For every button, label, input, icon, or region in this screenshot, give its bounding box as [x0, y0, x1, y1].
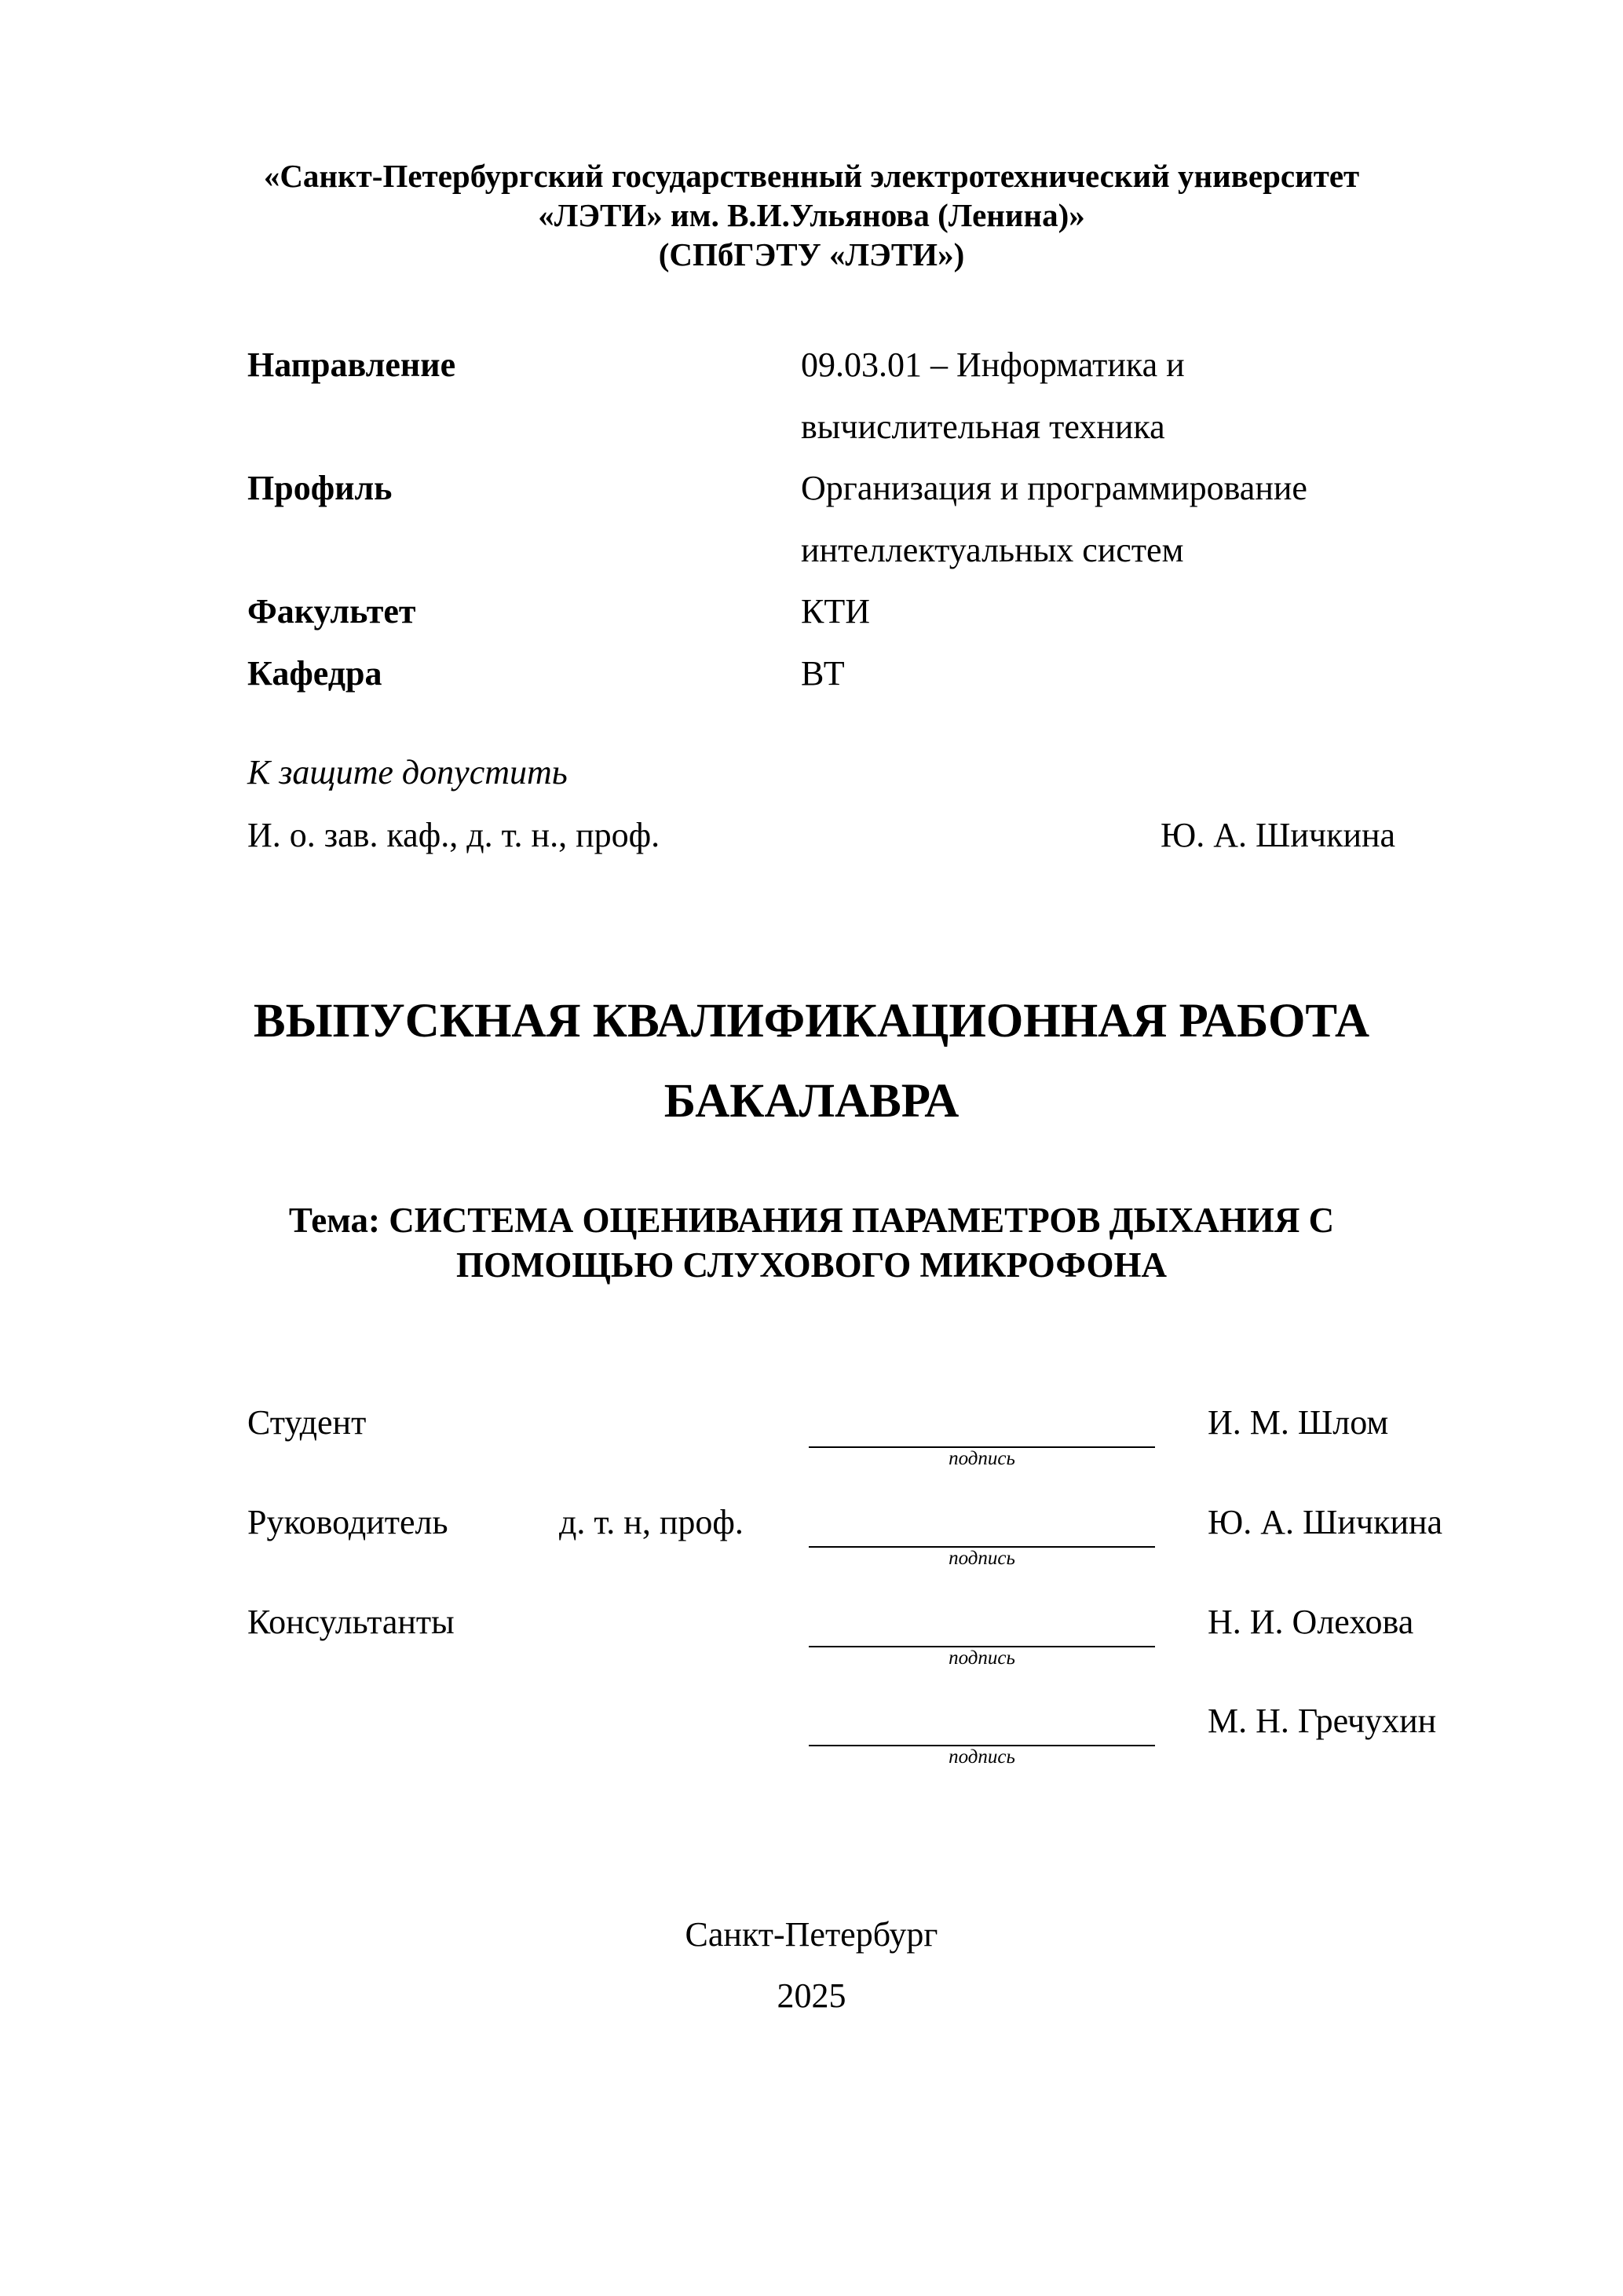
- university-name-line2: «ЛЭТИ» им. В.И.Ульянова (Ленина)»: [538, 197, 1085, 233]
- signature-caption: подпись: [949, 1647, 1015, 1669]
- footer-city: Санкт-Петербург: [685, 1915, 938, 1954]
- work-title-line1: ВЫПУСКНАЯ КВАЛИФИКАЦИОННАЯ РАБОТА: [253, 995, 1370, 1047]
- info-label-profile: Профиль: [247, 469, 393, 507]
- info-value-faculty: КТИ: [801, 592, 870, 631]
- signature-role-student: Студент: [247, 1403, 367, 1442]
- footer-year: 2025: [777, 1976, 846, 2015]
- topic-line1: Тема: СИСТЕМА ОЦЕНИВАНИЯ ПАРАМЕТРОВ ДЫХАНИЯ С: [288, 1201, 1335, 1240]
- university-abbreviation: (СПбГЭТУ «ЛЭТИ»): [658, 236, 965, 272]
- signature-role-consultants: Консультанты: [247, 1603, 455, 1641]
- info-label-direction: Направление: [247, 345, 456, 384]
- topic-line2: ПОМОЩЬЮ СЛУХОВОГО МИКРОФОНА: [455, 1245, 1168, 1285]
- university-name-line1: «Санкт-Петербургский государственный электротехнический университет: [263, 158, 1360, 194]
- admission-title: К защите допустить: [247, 753, 568, 792]
- info-value-department: ВТ: [801, 654, 845, 693]
- work-title-line2: БАКАЛАВРА: [663, 1075, 960, 1128]
- signature-caption: подпись: [949, 1548, 1015, 1569]
- signature-role-supervisor: Руководитель: [247, 1503, 448, 1541]
- admission-position: И. о. зав. каф., д. т. н., проф.: [247, 816, 660, 854]
- signature-caption: подпись: [949, 1746, 1015, 1768]
- info-value-profile-line2: интеллектуальных систем: [801, 531, 1184, 569]
- signature-caption: подпись: [949, 1448, 1015, 1469]
- admission-name: Ю. А. Шичкина: [1161, 816, 1396, 854]
- signature-name-supervisor: Ю. А. Шичкина: [1208, 1503, 1443, 1541]
- info-label-department: Кафедра: [247, 654, 382, 693]
- info-value-direction-line2: вычислительная техника: [801, 408, 1165, 446]
- signature-name-consultant-1: Н. И. Олехова: [1208, 1603, 1414, 1641]
- info-label-faculty: Факультет: [247, 592, 416, 631]
- signature-degree-supervisor: д. т. н, проф.: [559, 1503, 744, 1541]
- info-value-direction-line1: 09.03.01 – Информатика и: [801, 345, 1185, 384]
- signature-name-student: И. М. Шлом: [1208, 1403, 1389, 1442]
- info-value-profile-line1: Организация и программирование: [801, 469, 1307, 507]
- signature-name-consultant-2: М. Н. Гречухин: [1208, 1702, 1437, 1740]
